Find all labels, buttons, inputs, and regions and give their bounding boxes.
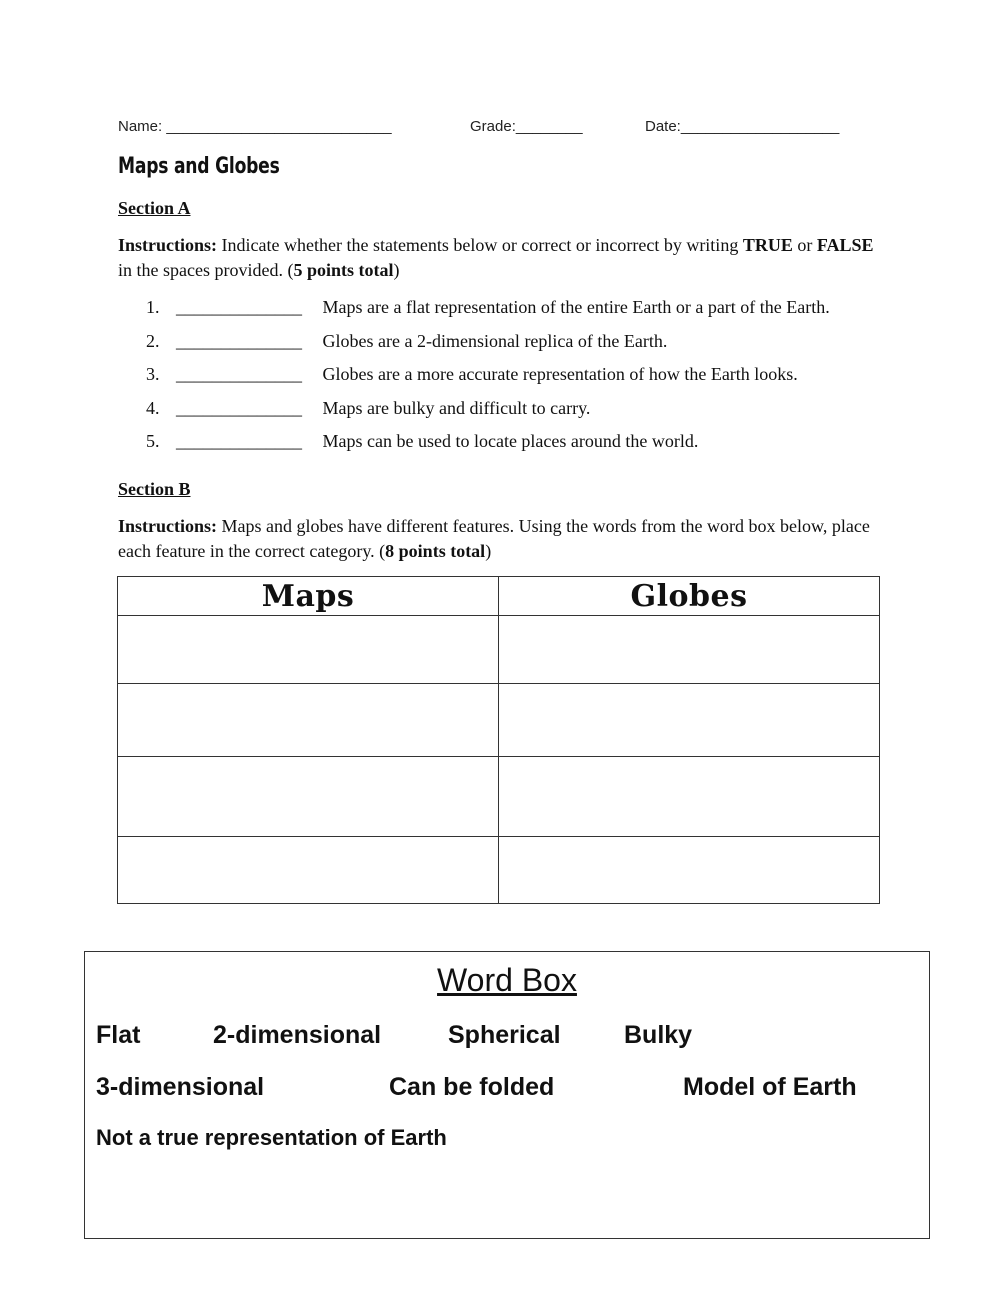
item-number: 5. [146,431,160,452]
answer-blank[interactable]: ______________ [176,397,302,418]
statement-text: Globes are a more accurate representation of how the Earth looks. [322,364,798,385]
maps-answer-cell[interactable] [118,684,499,757]
name-field[interactable]: Name: ___________________________ [118,118,392,135]
instructions-text: Maps and globes have different features. Using the words from the word box below, place each feature in the correct category. ( [118,516,870,561]
globes-column-header: Globes [499,577,880,616]
section-a-heading: Section A [118,198,191,218]
points-total: 8 points total [385,541,486,561]
word-2-dimensional[interactable]: 2-dimensional [213,1021,382,1049]
item-number: 1. [146,297,160,317]
instructions-text: Indicate whether the statements below or correct or incorrect by writing [217,235,743,255]
list-item [146,296,906,330]
date-field[interactable]: Date:___________________ [645,118,840,135]
false-word: FALSE [816,235,874,255]
word-not-a-true-representation[interactable]: Not a true representation of Earth [96,1125,447,1150]
grade-field[interactable]: Grade:________ [470,118,583,135]
list-item [146,430,906,464]
globes-answer-cell[interactable] [499,837,880,904]
statement-text: Globes are a 2-dimensional replica of the Earth. [322,330,668,351]
section-a-instructions [118,233,888,283]
word-box [84,951,930,1239]
maps-answer-cell[interactable] [118,837,499,904]
list-item [146,397,906,431]
word-model-of-earth[interactable]: Model of Earth [683,1073,857,1101]
word-box-title: Word Box [437,962,577,998]
statement-text: Maps are bulky and difficult to carry. [322,397,591,418]
statement-text: Maps can be used to locate places around the world. [322,431,699,452]
globes-answer-cell[interactable] [499,616,880,684]
answer-blank[interactable]: ______________ [176,364,302,385]
statement-text: Maps are a flat representation of the entire Earth or a part of the Earth. [322,297,830,317]
page-title: Maps and Globes [118,154,280,179]
maps-column-header: Maps [118,577,499,616]
item-number: 3. [146,364,160,385]
maps-answer-cell[interactable] [118,757,499,837]
list-item [146,363,906,397]
globes-answer-cell[interactable] [499,684,880,757]
instructions-text: in the spaces provided. ( [118,260,294,280]
word-bulky[interactable]: Bulky [624,1021,693,1049]
answer-blank[interactable]: ______________ [176,431,302,452]
globes-answer-cell[interactable] [499,757,880,837]
instructions-lead: Instructions: [118,516,218,536]
section-b-heading: Section B [118,479,191,499]
instructions-text: ) [485,541,492,561]
answer-blank[interactable]: ______________ [176,330,302,351]
true-word: TRUE [742,235,793,255]
word-3-dimensional[interactable]: 3-dimensional [96,1073,265,1101]
answer-blank[interactable]: ______________ [176,297,302,317]
sorting-table [117,576,880,904]
true-false-list [146,296,906,464]
maps-answer-cell[interactable] [118,616,499,684]
list-item [146,330,906,364]
item-number: 2. [146,330,160,351]
item-number: 4. [146,397,160,418]
section-b-instructions [118,514,878,564]
instructions-lead: Instructions: [118,235,218,255]
word-flat[interactable]: Flat [96,1021,141,1049]
points-total: 5 points total [293,260,394,280]
word-can-be-folded[interactable]: Can be folded [389,1073,555,1101]
word-spherical[interactable]: Spherical [448,1021,561,1049]
instructions-text: or [792,235,817,255]
instructions-text: ) [393,260,400,280]
